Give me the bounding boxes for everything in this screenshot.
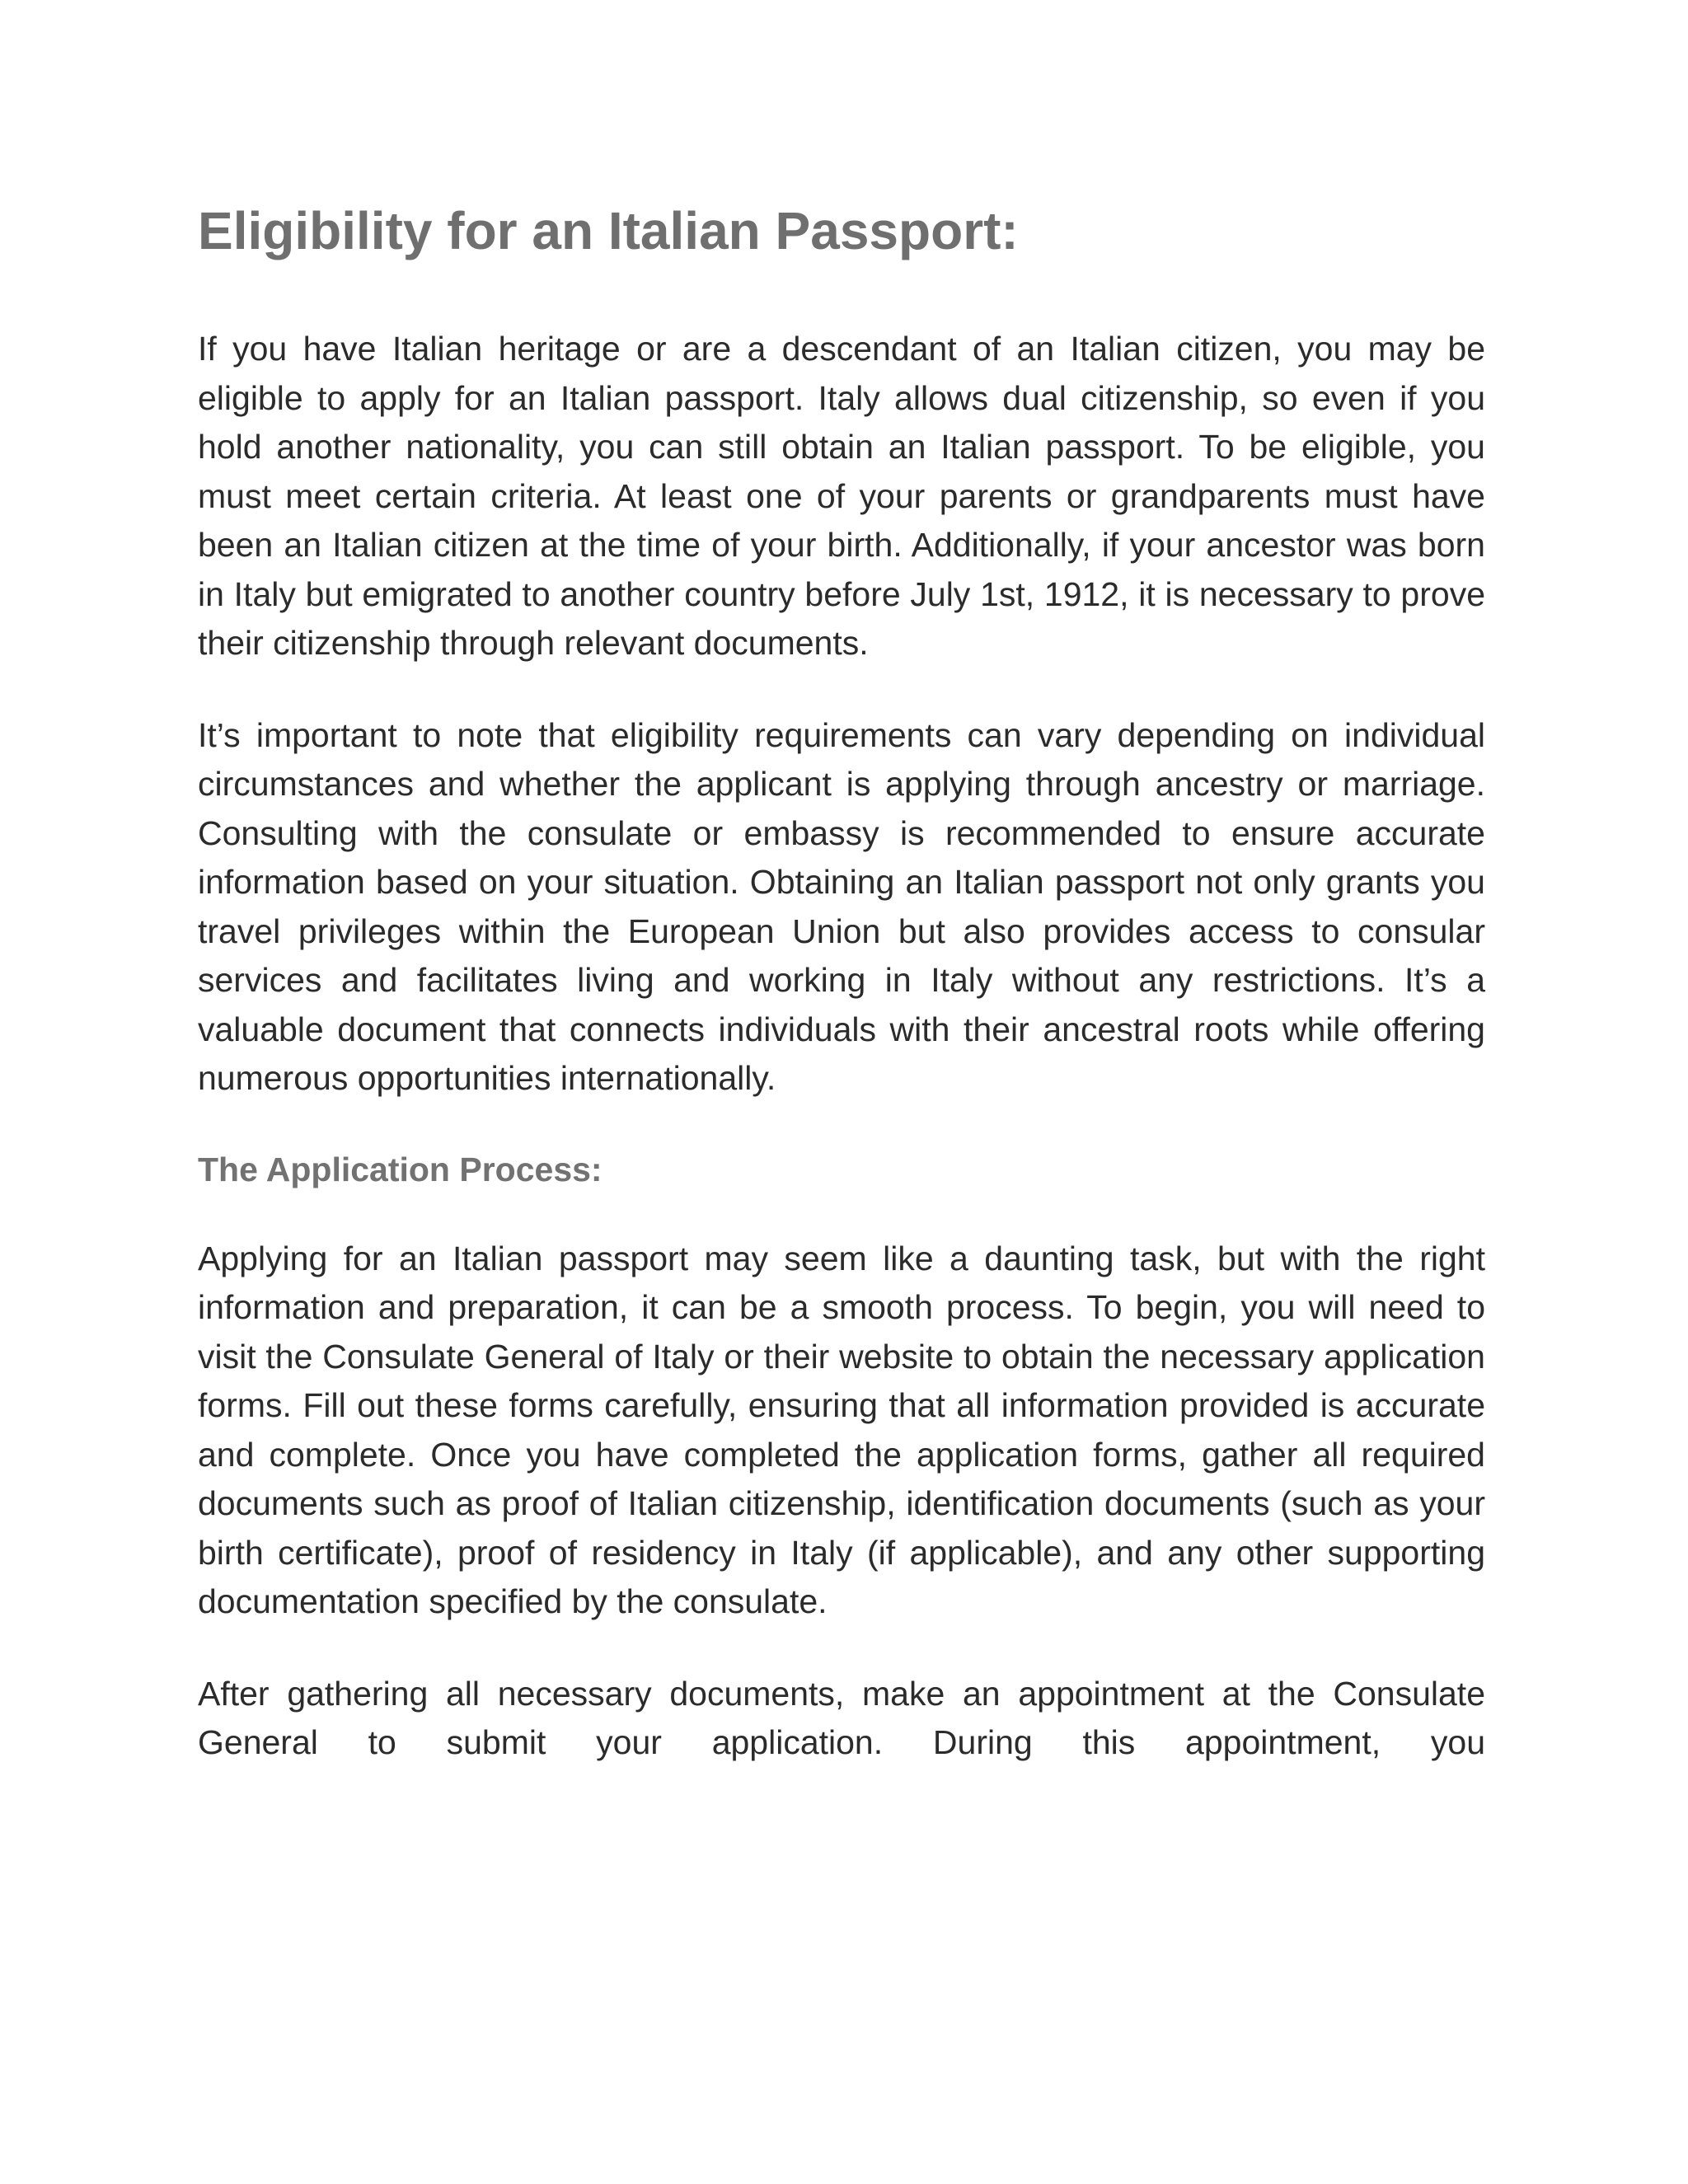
page-title: Eligibility for an Italian Passport: xyxy=(198,201,1019,260)
paragraph-application-1: Applying for an Italian passport may seem like a daunting task, but with the right information and preparation, it can be a smooth process. To begin, you will need to visit the Consulate General of Italy or their website to obtain the necessary application forms. Fill out these forms carefully, ensuring that all information provided is accurate and complete. Once you have completed the application forms, gather all required documents such as proof of Italian citizenship, identification documents (such as your birth certificate), proof of residency in Italy (if applicable), and any other supporting documentation specified by the consulate. xyxy=(198,1239,1485,1620)
document-body xyxy=(198,198,1485,1811)
paragraph-eligibility-2: It’s important to note that eligibility requirements can vary depending on individual circumstances and whether the applicant is applying through ancestry or marriage. Consulting with the consulate or embassy is recommended to ensure accurate information based on your situation. Obtaining an Italian passport not only grants you travel privileges within the European Union but also provides access to consular services and facilitates living and working in Italy without any restrictions. It’s a valuable document that connects individuals with their ancestral roots while offering numerous opportunities internationally. xyxy=(198,715,1485,1097)
paragraph-eligibility-1: If you have Italian heritage or are a descendant of an Italian citizen, you may be eligible to apply for an Italian passport. Italy allows dual citizenship, so even if you hold another nationality, you can still obtain an Italian passport. To be eligible, you must meet certain criteria. At least one of your parents or grandparents must have been an Italian citizen at the time of your birth. Additionally, if your ancestor was born in Italy but emigrated to another country before July 1st, 1912, it is necessary to prove their citizenship through relevant documents. xyxy=(198,330,1485,662)
paragraph-application-2: After gathering all necessary documents, make an appointment at the Consulate General to submit your application. During this appointment, you xyxy=(198,1674,1485,1761)
section-heading-application-process: The Application Process: xyxy=(198,1150,603,1188)
